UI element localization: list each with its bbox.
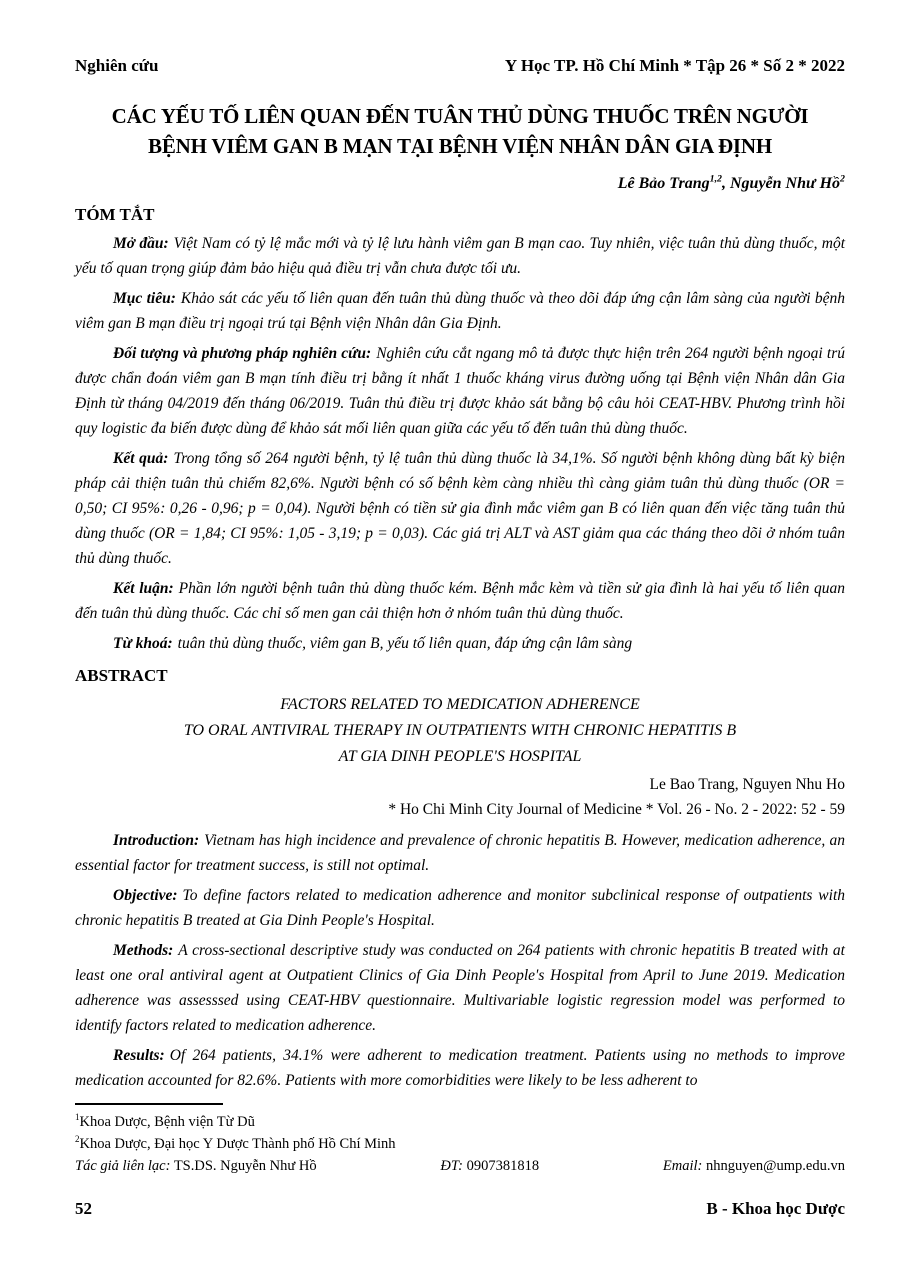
- corresponding-author-name: TS.DS. Nguyễn Như Hồ: [170, 1158, 317, 1174]
- abstract-vi-results: [75, 446, 845, 571]
- header-journal-citation: Y Học TP. Hồ Chí Minh * Tập 26 * Số 2 * 2022: [504, 56, 845, 75]
- en-title-line3: AT GIA DINH PEOPLE'S HOSPITAL: [338, 748, 582, 765]
- affiliation-1-text: Khoa Dược, Bệnh viện Từ Dũ: [79, 1114, 255, 1130]
- abstract-vi-objective-label: Mục tiêu:: [113, 290, 176, 307]
- abstract-vi-conclusion: [75, 576, 845, 626]
- affiliation-1-sup: 1: [75, 1112, 80, 1123]
- article-title: [75, 101, 845, 161]
- journal-citation-english: * Ho Chi Minh City Journal of Medicine * Vol. 26 - No. 2 - 2022: 52 - 59: [388, 801, 845, 818]
- phone-number: 0907381818: [462, 1158, 540, 1174]
- abstract-vi-heading: TÓM TẮT: [75, 205, 155, 224]
- abstract-vi-results-text: Trong tổng số 264 người bệnh, tỷ lệ tuân thủ dùng thuốc là 34,1%. Số người bệnh không dùng bất kỳ biện pháp cải thiện tuân thủ chiếm 82,6%. Người bệnh có số bệnh kèm càng nhiều thì càng giảm tuân thủ dùng thuốc (OR = 0,50; CI 95%: 0,26 - 0,96; p = 0,04). Người bệnh có tiền sử gia đình mắc viêm gan B có liên quan đến việc tăng tuân thủ dùng thuốc (OR = 1,84; CI 95%: 1,05 - 3,19; p = 0,03). Các giá trị ALT và AST giảm qua các tháng theo dõi ở nhóm tuân thủ dùng thuốc.: [75, 450, 845, 567]
- corresponding-author-line: [75, 1155, 845, 1177]
- abstract-en-objective-label: Objective:: [113, 887, 178, 904]
- affiliation-1: [75, 1111, 845, 1133]
- article-title-line1: CÁC YẾU TỐ LIÊN QUAN ĐẾN TUÂN THỦ DÙNG THUỐC TRÊN NGƯỜI: [111, 104, 809, 128]
- author-separator: ,: [722, 175, 730, 192]
- author-2: Nguyễn Như Hồ: [730, 175, 841, 192]
- en-title-line2: TO ORAL ANTIVIRAL THERAPY IN OUTPATIENTS WITH CHRONIC HEPATITIS B: [183, 722, 737, 739]
- abstract-en-introduction-text: Vietnam has high incidence and prevalence of chronic hepatitis B. However, medication adherence, an essential factor for treatment success, is still not optimal.: [75, 832, 845, 874]
- abstract-vi-intro-text: Việt Nam có tỷ lệ mắc mới và tỷ lệ lưu hành viêm gan B mạn cao. Tuy nhiên, việc tuân thủ dùng thuốc, một yếu tố quan trọng giúp đảm bảo hiệu quả điều trị vẫn chưa được tối ưu.: [75, 235, 846, 277]
- header-section-label: Nghiên cứu: [75, 56, 159, 75]
- phone-label: ĐT:: [440, 1158, 463, 1174]
- corresponding-author-label: Tác giả liên lạc:: [75, 1158, 171, 1174]
- affiliation-2-sup: 2: [75, 1134, 80, 1145]
- abstract-en-introduction: [75, 828, 845, 878]
- author-2-affiliation-sup: 2: [840, 173, 845, 185]
- footer-section-label: B - Khoa học Dược: [706, 1199, 845, 1218]
- email-label: Email:: [662, 1158, 703, 1174]
- page-footer: [75, 1197, 845, 1221]
- page-header: [75, 55, 845, 77]
- affiliation-2-text: Khoa Dược, Đại học Y Dược Thành phố Hồ Chí Minh: [79, 1136, 396, 1152]
- abstract-vi-objective-text: Khảo sát các yếu tố liên quan đến tuân thủ dùng thuốc và theo dõi đáp ứng cận lâm sàng của người bệnh viêm gan B mạn điều trị ngoại trú tại Bệnh viện Nhân dân Gia Định.: [75, 290, 845, 332]
- abstract-vi-objective: [75, 286, 845, 336]
- abstract-en-methods-text: A cross-sectional descriptive study was conducted on 264 patients with chronic hepatitis B treated with at least one oral antiviral agent at Outpatient Clinics of Gia Dinh People's Hospital from April to June 2019. Medication adherence was assesssed using CEAT-HBV questionnaire. Multivariable logistic regression model was performed to identify factors related to medication adherence.: [75, 942, 845, 1034]
- abstract-vi-intro-label: Mở đầu:: [113, 235, 169, 252]
- abstract-vi-conclusion-text: Phần lớn người bệnh tuân thủ dùng thuốc kém. Bệnh mắc kèm và tiền sử gia đình là hai yếu tố liên quan đến tuân thủ dùng thuốc. Các chỉ số men gan cải thiện hơn ở nhóm tuân thủ dùng thuốc.: [75, 580, 845, 622]
- author-1-affiliation-sup: 1,2: [709, 173, 722, 185]
- email-address: nhnguyen@ump.edu.vn: [702, 1158, 845, 1174]
- abstract-vi-methods: [75, 341, 845, 441]
- affiliation-2: [75, 1133, 845, 1155]
- abstract-vi-keywords: [75, 631, 845, 656]
- abstract-vi-keywords-text: tuân thủ dùng thuốc, viêm gan B, yếu tố liên quan, đáp ứng cận lâm sàng: [177, 635, 633, 652]
- author-1: Lê Bảo Trang: [617, 175, 710, 192]
- abstract-vi-intro: [75, 231, 845, 281]
- corresponding-author: [75, 1155, 317, 1177]
- abstract-en-methods-label: Methods:: [113, 942, 174, 959]
- abstract-en-objective-text: To define factors related to medication adherence and monitor subclinical response of outpatients with chronic hepatitis B treated at Gia Dinh People's Hospital.: [75, 887, 845, 929]
- abstract-vi-methods-text: Nghiên cứu cắt ngang mô tả được thực hiện trên 264 người bệnh ngoại trú được chẩn đoán viêm gan B mạn tính điều trị bằng ít nhất 1 thuốc kháng virus đường uống tại Bệnh viện Nhân dân Gia Định từ tháng 04/2019 đến tháng 06/2019. Tuân thủ điều trị được khảo sát bằng bộ câu hỏi CEAT-HBV. Phương trình hồi quy logistic đa biến được dùng để khảo sát mối liên quan giữa các yếu tố đến tuân thủ dùng thuốc.: [75, 345, 845, 437]
- abstract-en-results-text: Of 264 patients, 34.1% were adherent to medication treatment. Patients using no methods to improve medication accounted for 82.6%. Patients with more comorbidities were likely to be less adherent to: [75, 1047, 845, 1089]
- abstract-vi-keywords-label: Từ khoá:: [113, 635, 173, 652]
- page-number: 52: [75, 1199, 92, 1218]
- abstract-en-methods: [75, 938, 845, 1038]
- abstract-vi-conclusion-label: Kết luận:: [113, 580, 174, 597]
- abstract-en-results: [75, 1043, 845, 1093]
- footnote-separator-rule: [75, 1103, 223, 1105]
- authors-english: Le Bao Trang, Nguyen Nhu Ho: [649, 776, 845, 793]
- abstract-en-introduction-label: Introduction:: [113, 832, 200, 849]
- abstract-vi-results-label: Kết quả:: [113, 450, 169, 467]
- article-title-line2: BỆNH VIÊM GAN B MẠN TẠI BỆNH VIỆN NHÂN DÂN GIA ĐỊNH: [148, 134, 772, 158]
- abstract-vi-methods-label: Đối tượng và phương pháp nghiên cứu:: [113, 345, 372, 362]
- en-title-line1: FACTORS RELATED TO MEDICATION ADHERENCE: [280, 696, 640, 713]
- abstract-en-heading: ABSTRACT: [75, 666, 168, 685]
- email: [663, 1155, 845, 1177]
- abstract-en-objective: [75, 883, 845, 933]
- phone: [440, 1155, 539, 1177]
- article-title-english: [75, 692, 845, 770]
- authors-vietnamese: [75, 173, 845, 195]
- abstract-en-results-label: Results:: [113, 1047, 165, 1064]
